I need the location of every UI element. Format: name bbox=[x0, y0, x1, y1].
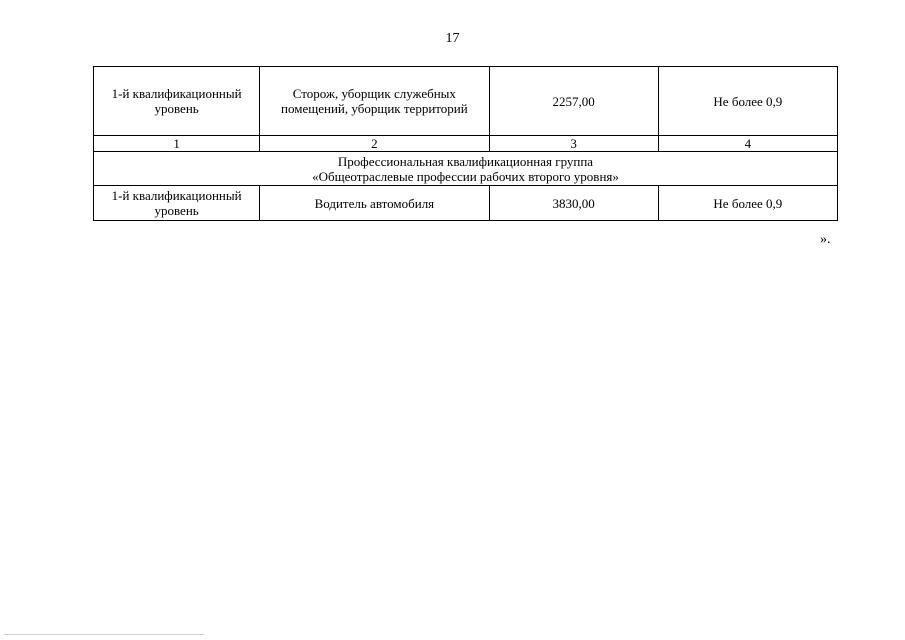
group-heading-line1: Профессиональная квалификационная группа bbox=[337, 153, 594, 169]
salary-cell: 2257,00 bbox=[489, 67, 658, 136]
footer-divider bbox=[4, 634, 204, 635]
column-number-cell: 4 bbox=[658, 136, 837, 152]
page-number: 17 bbox=[445, 31, 460, 46]
column-number-cell: 2 bbox=[260, 136, 489, 152]
group-heading-line2: «Общеотраслевые профессии рабочих второго уровня» bbox=[312, 168, 619, 184]
group-heading-cell bbox=[94, 152, 838, 186]
table-row bbox=[94, 186, 838, 221]
column-number-cell: 1 bbox=[94, 136, 260, 152]
closing-quote-mark: ». bbox=[820, 232, 831, 247]
coefficient-cell: Не более 0,9 bbox=[658, 67, 837, 136]
column-number-row bbox=[94, 136, 838, 152]
group-heading-row bbox=[94, 152, 838, 186]
table-row bbox=[94, 67, 838, 136]
salary-cell: 3830,00 bbox=[489, 186, 658, 221]
qualification-table bbox=[93, 66, 838, 221]
positions-cell: Водитель автомобиля bbox=[260, 186, 489, 221]
coefficient-cell: Не более 0,9 bbox=[658, 186, 837, 221]
level-cell: 1-й квалификационный уровень bbox=[94, 186, 260, 221]
column-number-cell: 3 bbox=[489, 136, 658, 152]
level-cell: 1-й квалификационный уровень bbox=[94, 67, 260, 136]
positions-cell: Сторож, уборщик служебных помещений, уборщик территорий bbox=[260, 67, 489, 136]
